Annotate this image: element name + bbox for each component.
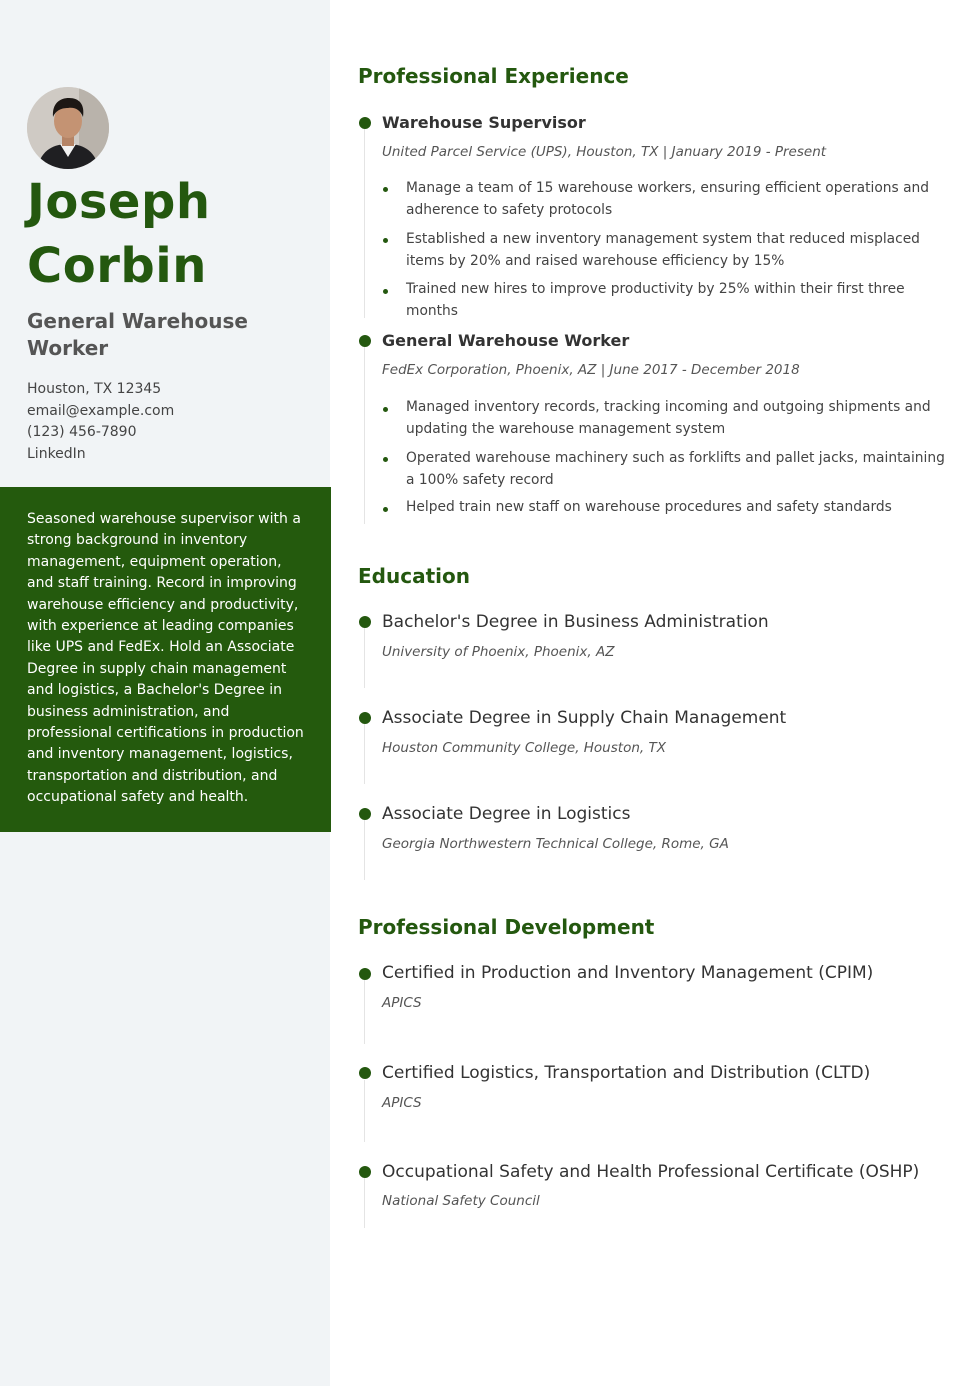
job-2-bullet-1: Managed inventory records, tracking incoming and outgoing shipments and updating the warehouse management system — [406, 399, 931, 437]
experience-timeline-line — [364, 346, 365, 524]
development-timeline-line — [364, 1080, 365, 1142]
avatar — [27, 87, 109, 169]
contact-linkedin[interactable]: LinkedIn — [27, 445, 86, 462]
bullet-point — [383, 457, 388, 462]
contact-phone: (123) 456-7890 — [27, 424, 137, 440]
timeline-dot — [359, 712, 371, 724]
timeline-dot — [359, 1067, 371, 1079]
education-timeline-line — [364, 724, 365, 784]
job-2-bullet-3: Helped train new staff on warehouse procedures and safety standards — [406, 499, 892, 515]
education-heading: Education — [358, 564, 470, 588]
certification-2: Certified Logistics, Transportation and Distribution (CLTD) — [382, 1063, 871, 1083]
degree-2: Associate Degree in Supply Chain Management — [382, 708, 787, 728]
certification-3: Occupational Safety and Health Professional Certificate (OSHP) — [382, 1162, 920, 1182]
degree-1: Bachelor's Degree in Business Administration — [382, 612, 769, 632]
last-name: Corbin — [27, 238, 207, 294]
education-timeline-line — [364, 820, 365, 880]
timeline-dot — [359, 808, 371, 820]
job-1-bullet-3: Trained new hires to improve productivity by 25% within their first three months — [406, 281, 905, 319]
job-title-1: Warehouse Supervisor — [382, 113, 586, 132]
development-heading: Professional Development — [358, 915, 655, 939]
contact-location: Houston, TX 12345 — [27, 381, 162, 397]
development-timeline-line — [364, 1178, 365, 1228]
timeline-dot — [359, 117, 371, 129]
experience-heading: Professional Experience — [358, 64, 629, 88]
job-meta-1: United Parcel Service (UPS), Houston, TX | January 2019 - Present — [382, 144, 827, 160]
contact-info — [27, 379, 317, 465]
school-2: Houston Community College, Houston, TX — [382, 740, 666, 756]
profile-photo — [27, 87, 109, 169]
contact-email[interactable]: email@example.com — [27, 402, 175, 419]
timeline-dot — [359, 335, 371, 347]
job-title: General Warehouse Worker — [27, 309, 248, 360]
job-title-2: General Warehouse Worker — [382, 331, 630, 350]
certification-1: Certified in Production and Inventory Management (CPIM) — [382, 963, 874, 983]
first-name: Joseph — [27, 174, 211, 230]
job-1-bullet-1: Manage a team of 15 warehouse workers, ensuring efficient operations and adherence to safety protocols — [406, 180, 930, 218]
development-timeline-line — [364, 980, 365, 1044]
job-1-bullet-2: Established a new inventory management system that reduced misplaced items by 20% and raised warehouse efficiency by 15% — [406, 231, 920, 269]
school-1: University of Phoenix, Phoenix, AZ — [382, 644, 615, 660]
bullet-point — [383, 238, 388, 243]
timeline-dot — [359, 968, 371, 980]
timeline-dot — [359, 1166, 371, 1178]
summary-text: Seasoned warehouse supervisor with a strong background in inventory management, equipment operation, and staff training. Record in improving warehouse efficiency and productivity, with experience at leading companies like UPS and FedEx. Hold an Associate Degree in supply chain management and logistics, a Bachelor's Degree in business administration, and professional certifications in production and inventory management, logistics, transportation and distribution, and occupational safety and health. — [27, 511, 304, 806]
bullet-point — [383, 187, 388, 192]
job-2-bullet-2: Operated warehouse machinery such as forklifts and pallet jacks, maintaining a 100% safety record — [406, 450, 945, 488]
education-timeline-line — [364, 628, 365, 688]
certification-org-1: APICS — [382, 995, 422, 1011]
job-meta-2: FedEx Corporation, Phoenix, AZ | June 2017 - December 2018 — [382, 362, 800, 378]
timeline-dot — [359, 616, 371, 628]
bullet-point — [383, 407, 388, 412]
certification-org-3: National Safety Council — [382, 1193, 540, 1209]
candidate-name — [27, 170, 317, 298]
bullet-point — [383, 507, 388, 512]
experience-timeline-line — [364, 128, 365, 318]
bullet-point — [383, 289, 388, 294]
school-3: Georgia Northwestern Technical College, Rome, GA — [382, 836, 729, 852]
certification-org-2: APICS — [382, 1095, 422, 1111]
degree-3: Associate Degree in Logistics — [382, 804, 631, 824]
